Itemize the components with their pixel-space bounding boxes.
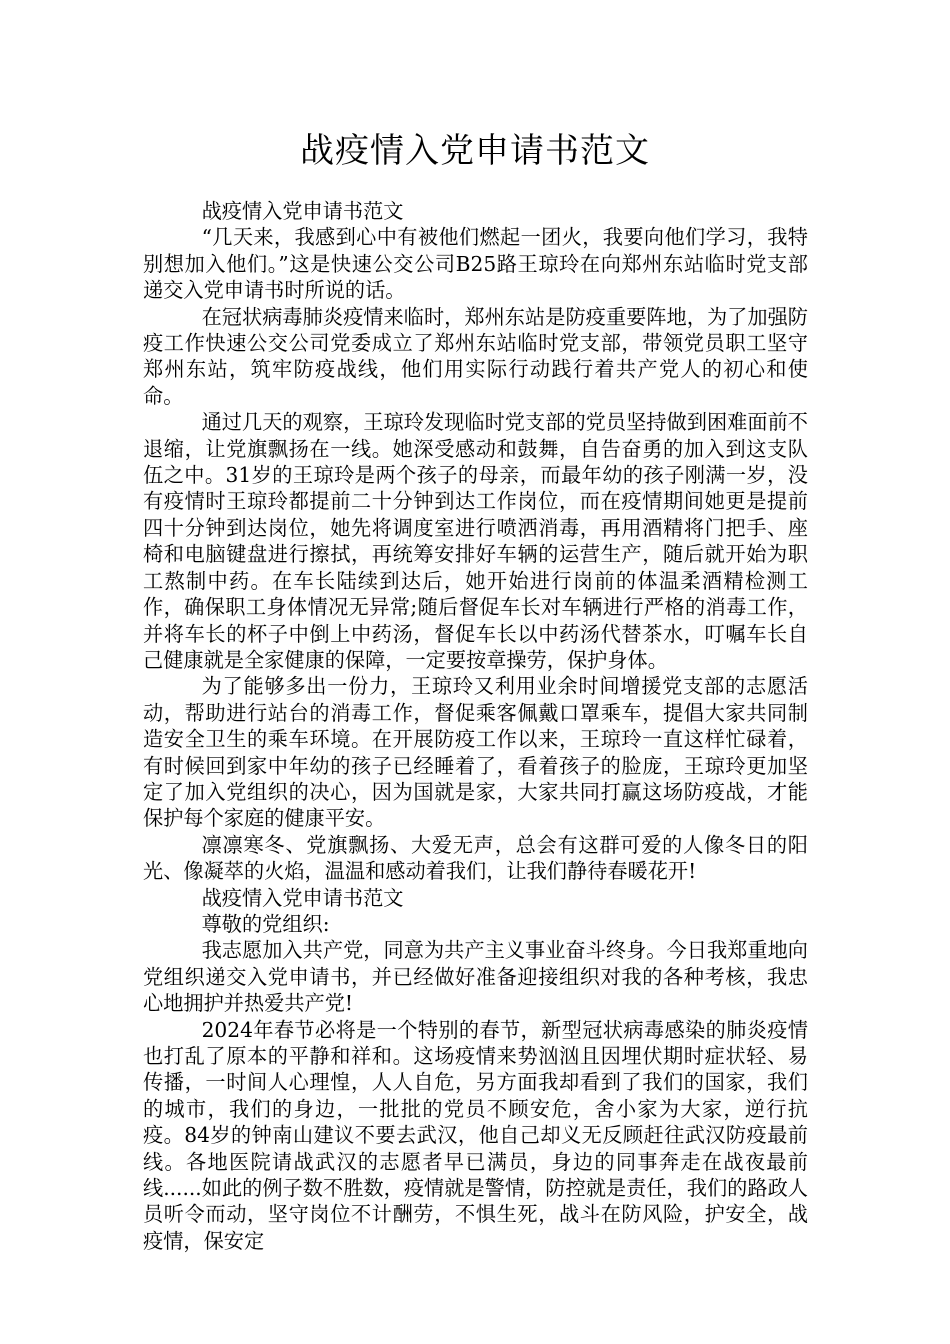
paragraph: 通过几天的观察，王琼玲发现临时党支部的党员坚持做到困难面前不退缩，让党旗飘扬在一线。她深受感动和鼓舞，自告奋勇的加入到这支队伍之中。31岁的王琼玲是两个孩子的母亲，而最年幼的孩子刚满一岁，没有疫情时王琼玲都提前二十分钟到达工作岗位，而在疫情期间她更是提前四十分钟到达岗位，她先将调度室进行喷洒消毒，再用酒精将门把手、座椅和电脑键盘进行擦拭，再统筹安排好车辆的运营生产，随后就开始为职工熬制中药。在车长陆续到达后，她开始进行岗前的体温柔酒精检测工作，确保职工身体情况无异常;随后督促车长对车辆进行严格的消毒工作，并将车长的杯子中倒上中药汤，督促车长以中药汤代替茶水，叮嘱车长自己健康就是全家健康的保障，一定要按章操劳，保护身体。 <box>143 410 808 672</box>
paragraph: 2024年春节必将是一个特别的春节，新型冠状病毒感染的肺炎疫情也打乱了原本的平静和祥和。这场疫情来势汹汹且因埋伏期时症状轻、易传播，一时间人心理惶，人人自危，另方面我却看到了我们的国家，我们的城市，我们的身边，一批批的党员不顾安危，舍小家为大家，逆行抗疫。84岁的钟南山建议不要去武汉，他自己却义无反顾赶往武汉防疫最前线。各地医院请战武汉的志愿者早已满员，身边的同事奔走在战夜最前线......如此的例子数不胜数，疫情就是警情，防控就是责任，我们的路政人员听令而动，坚守岗位不计酬劳，不惧生死，战斗在防风险，护安全，战疫情，保安定 <box>143 1017 808 1253</box>
document-body <box>143 198 808 1254</box>
paragraph-subtitle: 战疫情入党申请书范文 <box>201 199 404 223</box>
paragraph: 在冠状病毒肺炎疫情来临时，郑州东站是防疫重要阵地，为了加强防疫工作快速公交公司党委成立了郑州东站临时党支部，带领党员职工坚守郑州东站，筑牢防疫战线，他们用实际行动践行着共产党人的初心和使命。 <box>143 304 808 408</box>
paragraph-quote: “几天来，我感到心中有被他们燃起一团火，我要向他们学习，我特别想加入他们。”这是快速公交公司B25路王琼玲在向郑州东站临时党支部递交入党申请书时所说的话。 <box>143 225 808 303</box>
document-title: 战疫情入党申请书范文 <box>300 131 650 171</box>
paragraph-section-heading: 战疫情入党申请书范文 <box>201 885 404 910</box>
paragraph: 我志愿加入共产党，同意为共产主义事业奋斗终身。今日我郑重地向党组织递交入党申请书，并已经做好准备迎接组织对我的各种考核，我忠心地拥护并热爱共产党! <box>143 938 808 1016</box>
paragraph-salutation: 尊敬的党组织: <box>201 911 330 936</box>
paragraph: 为了能够多出一份力，王琼玲又利用业余时间增援党支部的志愿活动，帮助进行站台的消毒工作，督促乘客佩戴口罩乘车，提倡大家共同制造安全卫生的乘车环境。在开展防疫工作以来，王琼玲一直这样忙碌着，有时候回到家中年幼的孩子已经睡着了，看着孩子的脸庞，王琼玲更加坚定了加入党组织的决心，因为国就是家，大家共同打赢这场防疫战，才能保护每个家庭的健康平安。 <box>143 674 808 831</box>
paragraph: 凛凛寒冬、党旗飘扬、大爱无声，总会有这群可爱的人像冬日的阳光、像凝萃的火焰，温温和感动着我们，让我们静待春暖花开! <box>143 832 808 884</box>
